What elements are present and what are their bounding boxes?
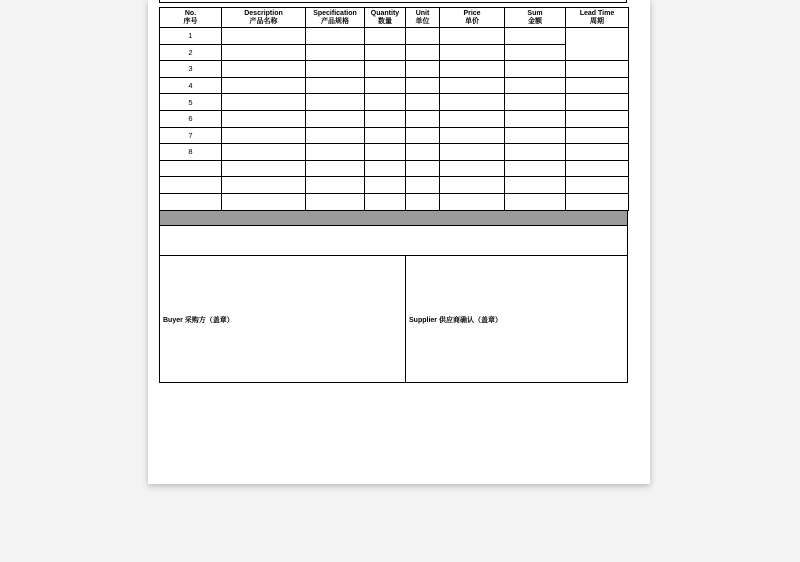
cell-unit[interactable] [406,160,440,177]
supplier-signature-label: Supplier 供应商确认（盖章） [409,317,502,324]
cell-price[interactable] [440,28,505,45]
section-divider-bar [159,210,628,226]
cell-quantity[interactable] [365,44,406,61]
cell-lead-time[interactable] [566,193,629,210]
cell-quantity[interactable] [365,94,406,111]
cell-quantity[interactable] [365,144,406,161]
row-number: 4 [160,77,222,94]
header-unit [406,8,440,28]
table-row [160,177,629,194]
table-row [160,144,629,161]
table-header-row [160,8,629,28]
cell-quantity[interactable] [365,28,406,45]
header-no-zh: 序号 [183,17,198,25]
cell-sum[interactable] [505,144,566,161]
order-items-table [159,7,629,211]
cell-specification[interactable] [306,144,365,161]
cell-specification[interactable] [306,28,365,45]
previous-section-border [159,0,627,3]
row-number: 1 [160,28,222,45]
cell-sum[interactable] [505,193,566,210]
header-sum-en: Sum [527,9,543,17]
cell-price[interactable] [440,94,505,111]
cell-lead-time[interactable] [566,144,629,161]
header-price [440,8,505,28]
cell-unit[interactable] [406,44,440,61]
cell-specification[interactable] [306,44,365,61]
header-description-zh: 产品名称 [249,17,278,25]
cell-unit[interactable] [406,94,440,111]
cell-description[interactable] [222,177,306,194]
cell-sum[interactable] [505,110,566,127]
cell-description[interactable] [222,144,306,161]
cell-description[interactable] [222,44,306,61]
row-number [160,160,222,177]
header-no-en: No. [184,9,197,17]
cell-description[interactable] [222,94,306,111]
table-row [160,77,629,94]
header-quantity [365,8,406,28]
cell-specification[interactable] [306,110,365,127]
cell-unit[interactable] [406,127,440,144]
cell-description[interactable] [222,160,306,177]
cell-price[interactable] [440,177,505,194]
cell-price[interactable] [440,127,505,144]
cell-lead-time[interactable] [566,77,629,94]
row-number: 3 [160,61,222,78]
cell-lead-time[interactable] [566,110,629,127]
row-number: 5 [160,94,222,111]
cell-lead-time[interactable] [566,160,629,177]
row-number: 2 [160,44,222,61]
supplier-signature-box[interactable] [406,256,627,382]
table-row [160,28,629,45]
cell-quantity[interactable] [365,160,406,177]
cell-unit[interactable] [406,61,440,78]
cell-description[interactable] [222,110,306,127]
cell-quantity[interactable] [365,110,406,127]
cell-sum[interactable] [505,94,566,111]
cell-quantity[interactable] [365,177,406,194]
cell-lead-time[interactable] [566,28,629,45]
header-quantity-zh: 数量 [378,17,392,25]
cell-quantity[interactable] [365,77,406,94]
cell-unit[interactable] [406,28,440,45]
cell-specification[interactable] [306,177,365,194]
cell-lead-time[interactable] [566,61,629,78]
row-number: 8 [160,144,222,161]
cell-unit[interactable] [406,177,440,194]
cell-unit[interactable] [406,110,440,127]
cell-quantity[interactable] [365,61,406,78]
header-specification-zh: 产品规格 [321,17,349,25]
buyer-signature-box[interactable] [160,256,406,382]
table-row [160,94,629,111]
header-sum [505,8,566,28]
header-no [160,8,222,28]
remarks-area[interactable] [159,226,628,256]
cell-specification[interactable] [306,94,365,111]
cell-lead-time[interactable] [566,44,629,61]
row-number: 7 [160,127,222,144]
cell-sum[interactable] [505,44,566,61]
header-quantity-en: Quantity [370,9,400,17]
buyer-signature-label: Buyer 采购方（盖章） [163,317,234,324]
cell-specification[interactable] [306,160,365,177]
cell-description[interactable] [222,61,306,78]
header-unit-zh: 单位 [415,17,430,25]
table-row [160,61,629,78]
cell-description[interactable] [222,77,306,94]
header-specification [306,8,365,28]
header-specification-en: Specification [313,9,357,17]
cell-sum[interactable] [505,160,566,177]
cell-description[interactable] [222,127,306,144]
cell-specification[interactable] [306,127,365,144]
table-row [160,127,629,144]
cell-unit[interactable] [406,77,440,94]
cell-specification[interactable] [306,61,365,78]
header-description [222,8,306,28]
table-row [160,44,629,61]
cell-quantity[interactable] [365,193,406,210]
cell-sum[interactable] [505,77,566,94]
cell-sum[interactable] [505,177,566,194]
cell-price[interactable] [440,77,505,94]
header-lead-time-en: Lead Time [579,9,615,17]
cell-quantity[interactable] [365,127,406,144]
header-sum-zh: 金额 [528,17,542,25]
header-price-zh: 单价 [465,17,479,25]
cell-lead-time[interactable] [566,127,629,144]
cell-sum[interactable] [505,28,566,45]
cell-unit[interactable] [406,144,440,161]
signature-section [159,256,628,383]
header-lead-time [566,8,629,28]
cell-sum[interactable] [505,127,566,144]
cell-description[interactable] [222,28,306,45]
cell-price[interactable] [440,61,505,78]
row-number [160,193,222,210]
cell-description[interactable] [222,193,306,210]
header-unit-en: Unit [415,9,430,17]
cell-price[interactable] [440,144,505,161]
cell-price[interactable] [440,44,505,61]
cell-specification[interactable] [306,77,365,94]
cell-specification[interactable] [306,193,365,210]
header-lead-time-zh: 周期 [590,17,604,25]
row-number [160,177,222,194]
table-row [160,110,629,127]
cell-unit[interactable] [406,193,440,210]
cell-price[interactable] [440,110,505,127]
table-row [160,193,629,210]
row-number: 6 [160,110,222,127]
cell-price[interactable] [440,160,505,177]
table-row [160,160,629,177]
cell-sum[interactable] [505,61,566,78]
header-price-en: Price [463,9,481,17]
cell-lead-time[interactable] [566,177,629,194]
cell-lead-time[interactable] [566,94,629,111]
header-description-en: Description [244,9,283,17]
cell-price[interactable] [440,193,505,210]
